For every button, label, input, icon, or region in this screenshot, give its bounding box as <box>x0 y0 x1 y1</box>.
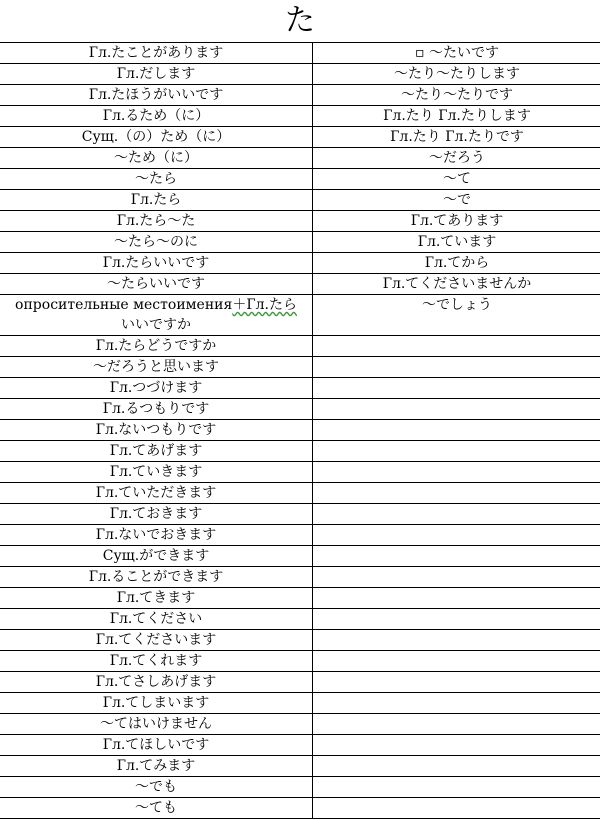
table-row <box>0 546 600 567</box>
table-cell-right <box>313 378 600 399</box>
table-cell-right: Гл.たり Гл.たりします <box>313 106 600 127</box>
table-cell-right: Гл.ています <box>313 232 600 253</box>
table-cell-right: Гл.てから <box>313 253 600 274</box>
table-cell-right <box>313 336 600 357</box>
table-row <box>0 735 600 756</box>
table-row <box>0 651 600 672</box>
table-cell-right <box>313 630 600 651</box>
table-row <box>0 378 600 399</box>
table-cell-left: Гл.ておきます <box>0 504 313 525</box>
page-title: た <box>285 3 315 38</box>
cell-text-part: ＋Гл.たら <box>232 297 297 313</box>
table-cell-left: Гл.たら～た <box>0 211 313 232</box>
table-cell-right: ～だろう <box>313 148 600 169</box>
table-cell-left: Гл.たことがあります <box>0 43 313 64</box>
table-cell-right <box>313 504 600 525</box>
table-row <box>0 399 600 420</box>
table-cell-left: Гл.るため（に） <box>0 106 313 127</box>
table-cell-right <box>313 588 600 609</box>
table-cell-left: ～たら～のに <box>0 232 313 253</box>
table-cell-right <box>313 420 600 441</box>
table-row <box>0 190 600 211</box>
table-row <box>0 357 600 378</box>
table-row <box>0 64 600 85</box>
table-cell-left: Гл.てください <box>0 609 313 630</box>
table-cell-left: Гл.たら <box>0 190 313 211</box>
table-cell-left: Гл.てきます <box>0 588 313 609</box>
table-row <box>0 85 600 106</box>
table-cell-left: Гл.るつもりです <box>0 399 313 420</box>
table-cell-right <box>313 462 600 483</box>
table-cell-right <box>313 483 600 504</box>
table-cell-left: ～たら <box>0 169 313 190</box>
table-row <box>0 777 600 798</box>
table-cell-right <box>313 693 600 714</box>
table-row <box>0 274 600 295</box>
table-cell-right <box>313 567 600 588</box>
table-cell-right <box>313 651 600 672</box>
table-cell-right <box>313 609 600 630</box>
table-cell-right <box>313 441 600 462</box>
table-row <box>0 106 600 127</box>
table-cell-right: Гл.てくださいませんか <box>313 274 600 295</box>
table-cell-left: Гл.ることができます <box>0 567 313 588</box>
table-cell-left: Гл.てほしいです <box>0 735 313 756</box>
table-cell-left: Сущ.（の）ため（に） <box>0 127 313 148</box>
table-cell-left: ～だろうと思います <box>0 357 313 378</box>
table-cell-left: Гл.てくれます <box>0 651 313 672</box>
table-row <box>0 714 600 735</box>
table-cell-left <box>0 295 313 336</box>
table-cell-left: Гл.つづけます <box>0 378 313 399</box>
table-row <box>0 127 600 148</box>
table-cell-left: Гл.ないつもりです <box>0 420 313 441</box>
table-row <box>0 148 600 169</box>
table-row <box>0 756 600 777</box>
table-cell-right: ～たり～たりです <box>313 85 600 106</box>
table-cell-right <box>313 714 600 735</box>
table-cell-right <box>313 735 600 756</box>
cell-text-part: いいですか <box>121 317 191 333</box>
table-cell-left: Гл.だします <box>0 64 313 85</box>
table-cell-right: Гл.たり Гл.たりです <box>313 127 600 148</box>
table-row <box>0 609 600 630</box>
table-row <box>0 462 600 483</box>
table-cell-left: Гл.たらいいです <box>0 253 313 274</box>
table-row <box>0 504 600 525</box>
table-cell-left: Сущ.ができます <box>0 546 313 567</box>
table-cell-left: Гл.てさしあげます <box>0 672 313 693</box>
table-row <box>0 693 600 714</box>
table-cell-right <box>313 357 600 378</box>
table-cell-right <box>313 756 600 777</box>
table-row <box>0 253 600 274</box>
table-cell-left: Гл.ないでおきます <box>0 525 313 546</box>
table-row <box>0 420 600 441</box>
table-cell-left: Гл.てあげます <box>0 441 313 462</box>
table-cell-right <box>313 777 600 798</box>
table-row <box>0 588 600 609</box>
table-cell-left: Гл.ていただきます <box>0 483 313 504</box>
table-row <box>0 441 600 462</box>
table-cell-right: ～で <box>313 190 600 211</box>
table-row <box>0 169 600 190</box>
table-row <box>0 525 600 546</box>
table-cell-left: ～ため（に） <box>0 148 313 169</box>
table-cell-left: ～てはいけません <box>0 714 313 735</box>
table-row <box>0 232 600 253</box>
table-cell-left: Гл.たらどうですか <box>0 336 313 357</box>
grammar-table <box>0 42 600 819</box>
table-cell-left: Гл.ていきます <box>0 462 313 483</box>
table-row <box>0 672 600 693</box>
table-row <box>0 798 600 819</box>
table-cell-left: Гл.てしまいます <box>0 693 313 714</box>
table-cell-right: ▫ ～たいです <box>313 43 600 64</box>
table-cell-right <box>313 672 600 693</box>
table-cell-right: ～て <box>313 169 600 190</box>
table-row <box>0 295 600 336</box>
table-cell-right <box>313 546 600 567</box>
cell-text-part: опросительные местоимения <box>15 297 233 313</box>
table-cell-right: ～でしょう <box>313 295 600 336</box>
table-row <box>0 483 600 504</box>
table-cell-right <box>313 399 600 420</box>
table-cell-right <box>313 798 600 819</box>
table-row <box>0 43 600 64</box>
table-cell-left: Гл.てみます <box>0 756 313 777</box>
table-cell-left: ～たらいいです <box>0 274 313 295</box>
table-cell-left: ～でも <box>0 777 313 798</box>
table-row <box>0 567 600 588</box>
table-row <box>0 630 600 651</box>
table-row <box>0 336 600 357</box>
table-cell-left: Гл.たほうがいいです <box>0 85 313 106</box>
table-cell-right: Гл.てあります <box>313 211 600 232</box>
table-cell-right <box>313 525 600 546</box>
table-cell-right: ～たり～たりします <box>313 64 600 85</box>
table-cell-left: ～ても <box>0 798 313 819</box>
table-row <box>0 211 600 232</box>
table-cell-left: Гл.てくださいます <box>0 630 313 651</box>
